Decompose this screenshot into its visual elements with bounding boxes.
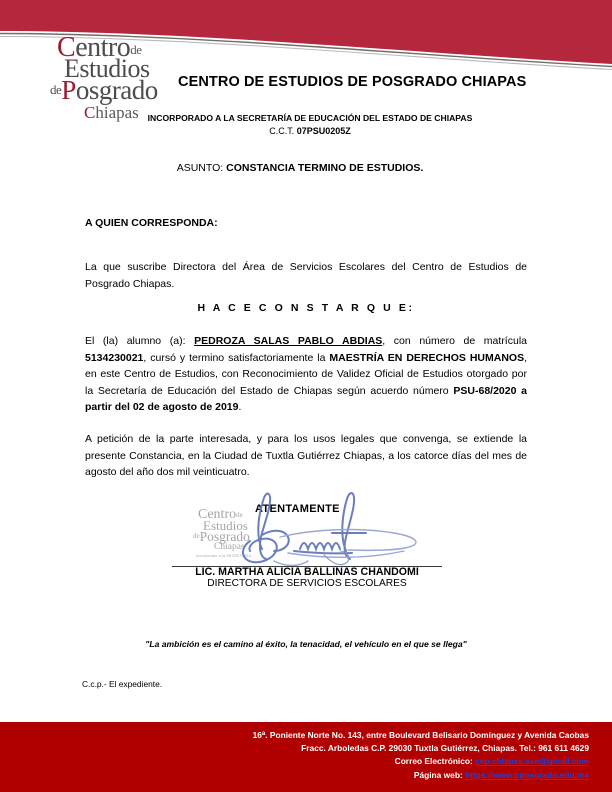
website-link[interactable]: https://www.cposgrado.edu.mx [465,769,589,780]
asunto-label: ASUNTO: [176,162,224,174]
logo-de-2: de [50,82,62,97]
seal-line-posgrado: $^{de}$Posgrado [193,529,250,544]
footer-web-line [0,769,589,782]
student-end: . [238,401,242,414]
student-program: MAESTRÍA EN DERECHOS HUMANOS [329,351,525,364]
email-link[interactable]: cep.chiapas.sse@gmail.com [475,756,589,767]
footer-address-line1: 16$^a$. Poniente Norte No. 143, entre Boulevard Belisario Domínguez y Avenida Caobas [252,730,589,740]
incorporation-line: INCORPORADO A LA SECRETARÍA DE EDUCACIÓN DEL ESTADO DE CHIAPAS [147,113,473,123]
signer-role: DIRECTORA DE SERVICIOS ESCOLARES [207,578,407,589]
footer-red-band [0,722,612,792]
student-matricula: 5134230021 [85,351,144,364]
hace-constar-heading: H A C E C O N S T A R Q U E: [197,302,415,314]
cct-value: 07PSU0205Z [296,126,351,136]
footer-address-line2: Fracc. Arboledas C.P. 29030 Tuxtla Gutiérrez, Chiapas. Tel.: 961 611 4629 [301,743,589,754]
motto-quote: "La ambición es el camino al éxito, la tenacidad, el vehículo en el que se llega" [145,639,467,649]
cct-line [60,126,560,136]
student-acuerdo: PSU-68/2020 a partir del 02 de agosto de 2019 [85,384,527,414]
seal-line-estudios: Estudios [203,518,248,533]
student-middle: , en este Centro de Estudios, con Reconocimiento de Validez Oficial de Estudios otorgado por la Secretaría de Educación del Estado de Chiapas según acuerdo número [85,351,527,397]
institution-seal-stamp [190,508,282,566]
logo-line-posgrado: dePosgrado [50,75,158,105]
student-verb: , cursó y termino satisfactoriamente la [143,351,326,364]
ccp-note: C.c.p.- El expediente. [82,679,163,689]
footer-email-line [0,755,589,768]
asunto-line [60,162,540,174]
institution-logo [50,34,182,120]
seal-line-chiapas: Chiapas [214,542,245,552]
footer-contact-block [0,728,589,782]
seal-footnote: Incorporado a la SECRETARÍA [196,554,252,558]
signer-name: LIC. MARTHA ALICIA BALLINAS CHANDOMI [195,566,419,578]
intro-paragraph: La que suscribe Directora del Área de Servicios Escolares del Centro de Estudios de Posgrado Chiapas. [85,261,527,290]
student-name: PEDROZA SALAS PABLO ABDIAS [194,335,383,347]
closing-paragraph: A petición de la parte interesada, y para los usos legales que convenga, se extiende la presente Constancia, en la Ciudad de Tuxtla Gutiérrez Chiapas, a los catorce días del mes de agosto del año dos mil veinticuatro. [85,433,527,479]
matricula-label: , con número de matrícula [382,335,527,347]
logo-line-centro: Centrode [57,32,142,63]
student-paragraph [85,333,527,416]
email-label: Correo Electrónico: [394,756,473,767]
web-label: Página web: [413,769,463,780]
ordinal-superscript: a [261,731,266,737]
logo-line-chiapas: Chiapas [84,103,139,122]
addressee-heading: A QUIEN CORRESPONDA: [85,217,218,229]
organization-title: CENTRO DE ESTUDIOS DE POSGRADO CHIAPAS [178,74,527,90]
cct-label: C.C.T. [269,126,295,136]
student-prefix: El (la) alumno (a): [85,335,186,347]
logo-line-estudios: Estudios [64,54,150,83]
atentamente-label: ATENTAMENTE [255,503,340,515]
logo-de-1: de [130,42,142,57]
asunto-value: CONSTANCIA TERMINO DE ESTUDIOS. [226,162,424,174]
seal-line-centro: Centrode [198,507,243,522]
